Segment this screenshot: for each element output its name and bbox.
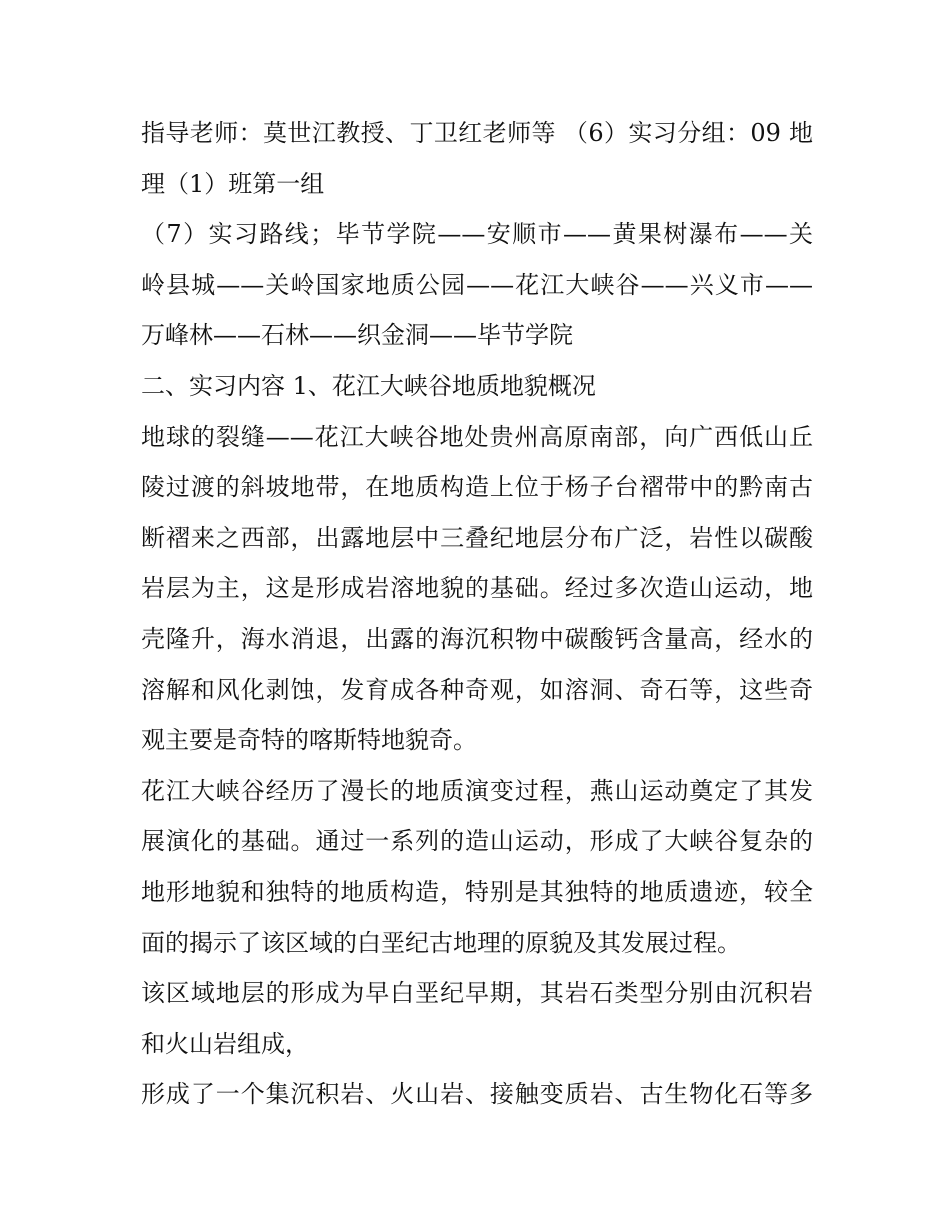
body-text: [141, 108, 813, 1120]
text-line: 断褶来之西部，出露地层中三叠纪地层分布广泛，岩性以碳酸: [141, 523, 813, 552]
text-line: 面的揭示了该区域的白垩纪古地理的原貌及其发展过程。: [141, 928, 741, 957]
text-line: 和火山岩组成，: [141, 1029, 309, 1058]
text-line: 理（1）班第一组: [141, 169, 325, 198]
text-line: 指导老师：莫世江教授、丁卫红老师等 （6）实习分组：09 地: [141, 119, 813, 147]
text-line: （7）实习路线；毕节学院——安顺市——黄果树瀑布——关: [141, 220, 813, 249]
text-line: 该区域地层的形成为早白垩纪早期，其岩石类型分别由沉积岩: [141, 979, 813, 1008]
text-line: 陵过渡的斜坡地带，在地质构造上位于杨子台褶带中的黔南古: [141, 473, 813, 502]
text-line: 花江大峡谷经历了漫长的地质演变过程，燕山运动奠定了其发: [141, 776, 813, 805]
section-heading: 二、实习内容 1、花江大峡谷地质地貌概况: [141, 371, 596, 400]
text-line: 展演化的基础。通过一系列的造山运动，形成了大峡谷复杂的: [141, 827, 813, 856]
text-line: 形成了一个集沉积岩、火山岩、接触变质岩、古生物化石等多: [141, 1080, 813, 1109]
text-line: 岩层为主，这是形成岩溶地貌的基础。经过多次造山运动，地: [141, 574, 813, 603]
text-line: 壳隆升，海水消退，出露的海沉积物中碳酸钙含量高，经水的: [141, 624, 813, 653]
text-line: 溶解和风化剥蚀，发育成各种奇观，如溶洞、奇石等，这些奇: [141, 675, 813, 704]
text-line: 万峰林——石林——织金洞——毕节学院: [141, 321, 573, 350]
text-line: 观主要是奇特的喀斯特地貌奇。: [141, 726, 477, 755]
text-line: 地球的裂缝——花江大峡谷地处贵州高原南部，向广西低山丘: [141, 422, 813, 451]
text-line: 地形地貌和独特的地质构造，特别是其独特的地质遗迹，较全: [141, 877, 813, 906]
text-line: 岭县城——关岭国家地质公园——花江大峡谷——兴义市——: [141, 270, 813, 299]
